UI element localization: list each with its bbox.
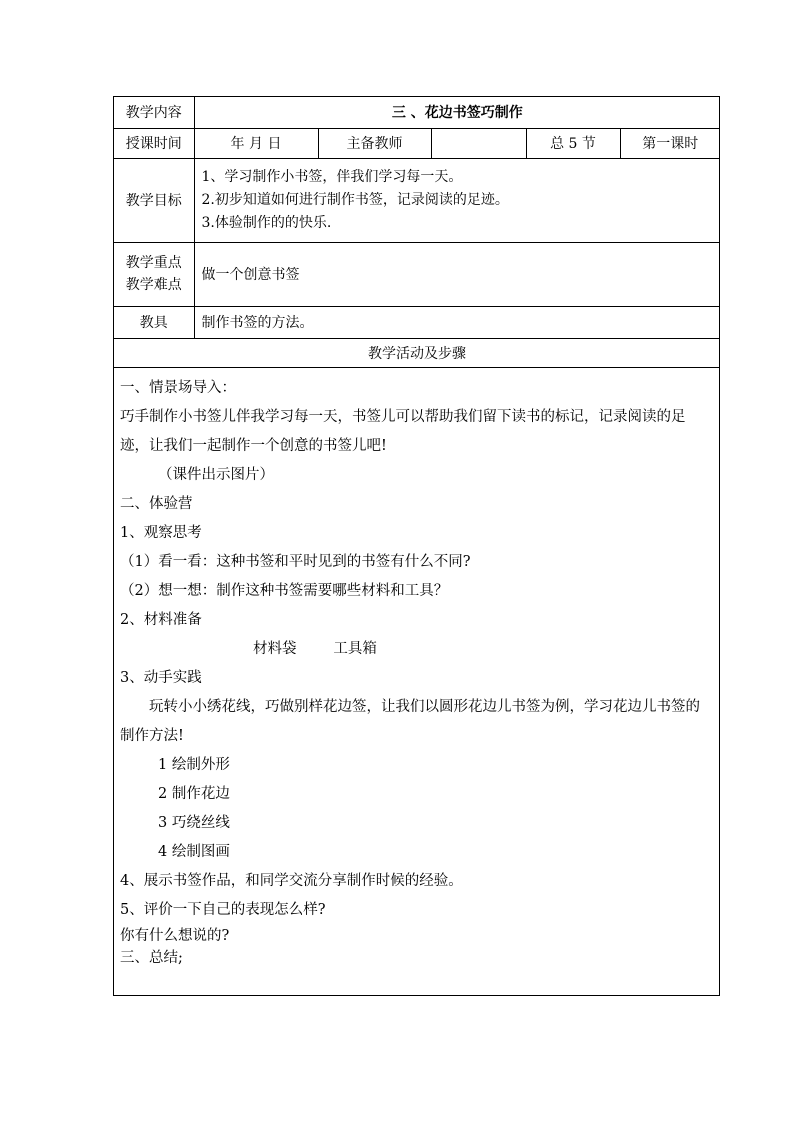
goals-label: 教学目标 — [114, 158, 194, 242]
tools-label: 教具 — [114, 306, 194, 338]
step-item: 2 制作花边 — [158, 785, 230, 802]
goal-item: 1、学习制作小书签，伴我们学习每一天。 — [201, 168, 463, 185]
materials-list: 材料袋 工具箱 — [253, 640, 377, 657]
question-1: （1）看一看：这种书签和平时见到的书签有什么不同? — [120, 553, 471, 570]
section-1-paragraph: 巧手制作小书签儿伴我学习每一天，书签儿可以帮助我们留下读书的标记，记录阅读的足迹，让我们一起制作一个创意的书签儿吧! — [120, 408, 686, 454]
key-label: 教学重点 — [125, 255, 182, 271]
tools-value: 制作书签的方法。 — [194, 306, 720, 338]
goal-item: 2.初步知道如何进行制作书签，记录阅读的足迹。 — [201, 191, 509, 208]
evaluate-item: 5、评价一下自己的表现怎么样? — [120, 901, 326, 918]
goals-list — [194, 158, 720, 242]
key-difficulty-label — [114, 242, 194, 306]
key-value: 做一个创意书签 — [194, 242, 720, 306]
section-3-title: 三、总结; — [120, 949, 183, 966]
step-item: 4 绘制图画 — [158, 843, 230, 860]
lesson-title: 三 、花边书签巧制作 — [194, 97, 720, 128]
step-item: 3 巧绕丝线 — [158, 814, 230, 831]
section-2-title: 二、体验营 — [120, 495, 193, 512]
time-label: 授课时间 — [114, 128, 194, 158]
lesson-plan-sheet — [113, 96, 720, 996]
evaluate-followup: 你有什么想说的? — [120, 927, 230, 944]
section-1-note: （课件出示图片） — [158, 466, 274, 483]
practice-heading: 3、动手实践 — [120, 669, 202, 686]
teacher-label: 主备教师 — [318, 128, 431, 158]
step-item: 1 绘制外形 — [158, 756, 230, 773]
activity-body — [114, 368, 719, 969]
content-label: 教学内容 — [114, 97, 194, 128]
total-sessions: 总 5 节 — [526, 128, 620, 158]
practice-paragraph: 玩转小小绣花线，巧做别样花边签，让我们以圆形花边儿书签为例，学习花边儿书签的制作方法! — [120, 698, 700, 744]
lesson-header-table — [114, 97, 720, 368]
time-value: 年 月 日 — [194, 128, 318, 158]
goal-item: 3.体验制作的的快乐. — [201, 214, 332, 231]
materials-heading: 2、材料准备 — [120, 611, 202, 628]
teacher-value — [431, 128, 526, 158]
activity-heading: 教学活动及步骤 — [114, 338, 720, 367]
lesson-number: 第一课时 — [620, 128, 720, 158]
showcase-item: 4、展示书签作品，和同学交流分享制作时候的经验。 — [120, 872, 463, 889]
section-1-title: 一、情景场导入： — [120, 379, 236, 396]
difficulty-label: 教学难点 — [125, 277, 182, 293]
observe-heading: 1、观察思考 — [120, 524, 202, 541]
question-2: （2）想一想：制作这种书签需要哪些材料和工具？ — [120, 582, 449, 599]
